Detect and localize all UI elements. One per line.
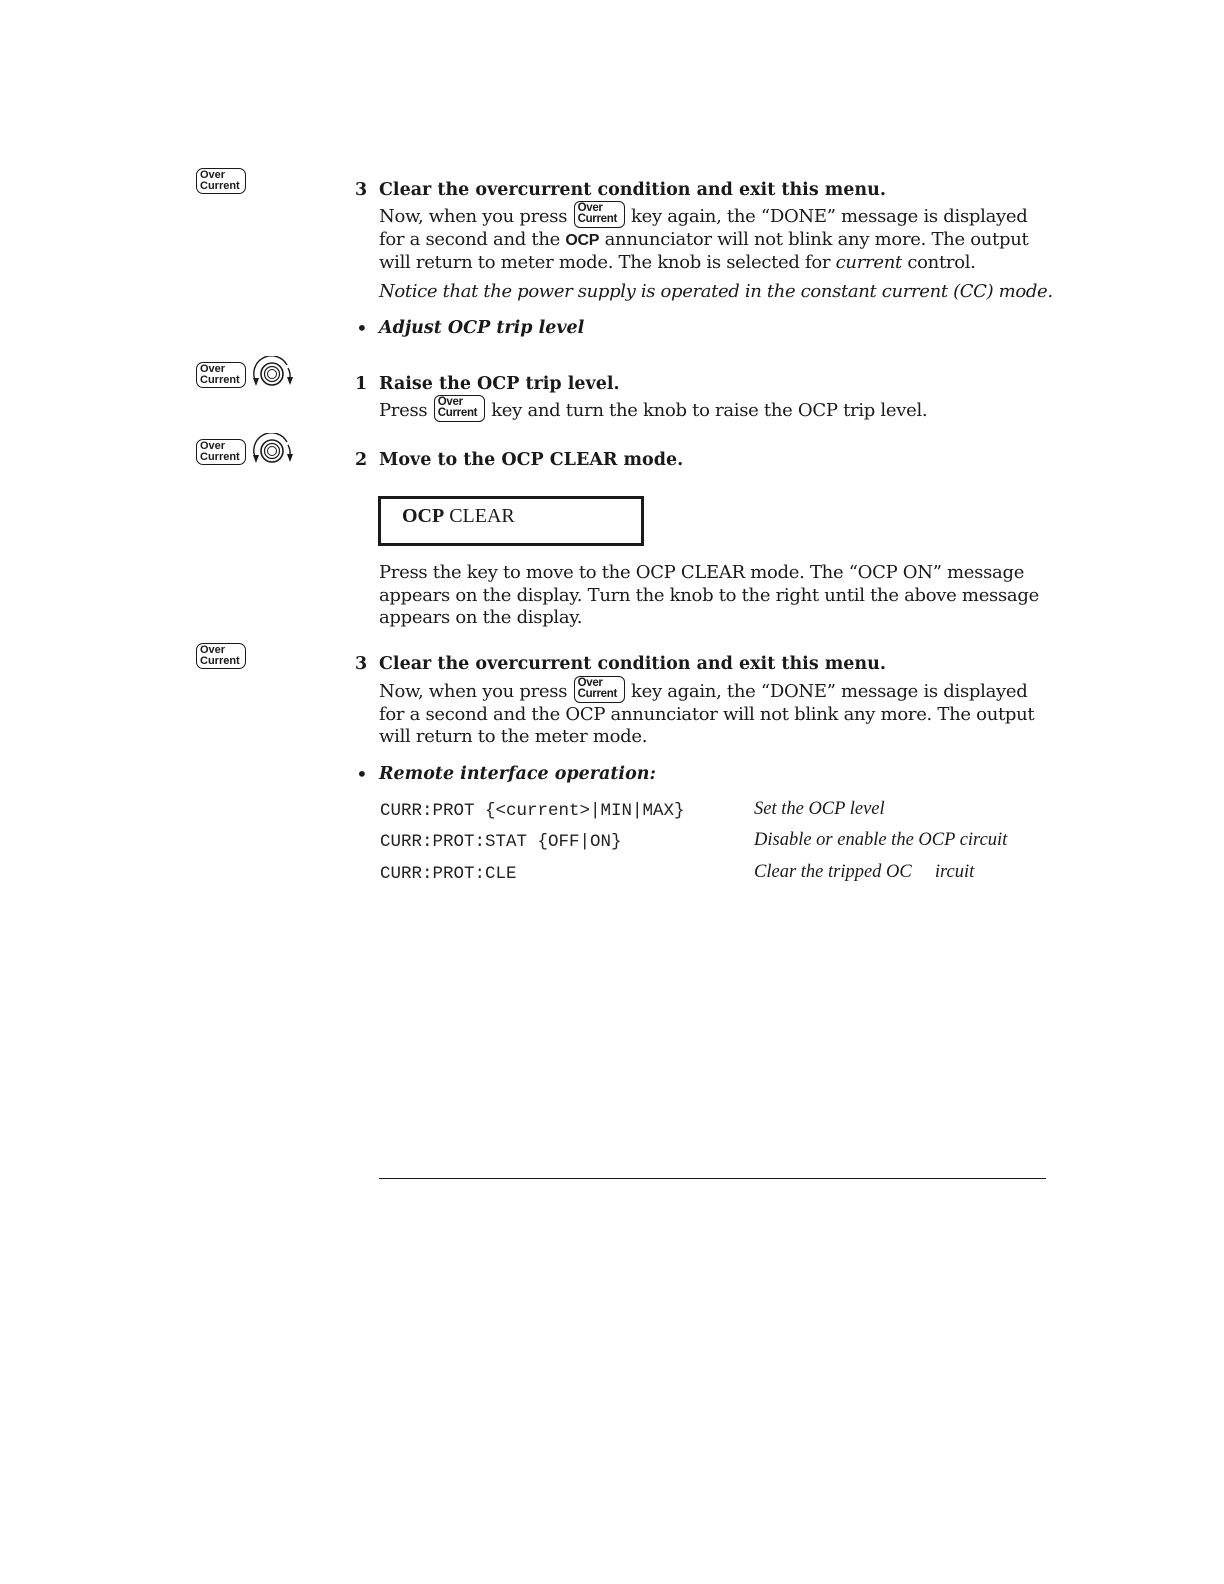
knob-icon xyxy=(251,356,295,394)
step-number: 3 xyxy=(355,654,368,674)
scpi-command: CURR:PROT:STAT {OFF|ON} xyxy=(380,832,622,852)
step-title: Move to the OCP CLEAR mode. xyxy=(379,450,684,470)
over-current-key-icon: Over Current xyxy=(196,439,246,465)
step-title: Clear the overcurrent condition and exit this menu. xyxy=(379,654,886,674)
scpi-command: CURR:PROT {<current>|MIN|MAX} xyxy=(380,801,685,821)
step-paragraph: Press Over Current key and turn the knob to raise the OCP trip level. xyxy=(379,395,928,421)
over-current-key-icon: Over Current xyxy=(574,201,625,228)
knob-icon xyxy=(251,433,295,471)
bullet-heading: Adjust OCP trip level xyxy=(379,318,585,338)
step-number: 3 xyxy=(355,180,368,200)
step-paragraph: Now, when you press Over Current key again, the “DONE” message is displayed for a second and the OCP annunciator will not blink any more. The output will return to meter mode. The knob is selected for current control. xyxy=(379,201,1029,273)
scpi-command-description: Set the OCP level xyxy=(754,799,885,819)
over-current-key-icon: Over Current xyxy=(196,362,246,388)
over-current-key-icon: Over Current xyxy=(574,676,625,703)
front-panel-display: OCP CLEAR xyxy=(378,496,644,546)
scpi-command-description: Disable or enable the OCP circuit xyxy=(754,830,1008,850)
over-current-key-icon: Over Current xyxy=(196,643,246,669)
bullet-marker: • xyxy=(356,316,368,340)
ocp-annunciator-label: OCP xyxy=(565,231,600,249)
bullet-heading: Remote interface operation: xyxy=(379,764,656,784)
scpi-command: CURR:PROT:CLE xyxy=(380,864,517,884)
step-title: Clear the overcurrent condition and exit this menu. xyxy=(379,180,886,200)
step-paragraph: Press the key to move to the OCP CLEAR mode. The “OCP ON” message appears on the display. Turn the knob to the right until the above message appears on the display. xyxy=(379,562,1039,628)
step-title: Raise the OCP trip level. xyxy=(379,374,620,394)
footer-rule xyxy=(379,1178,1046,1179)
step-number: 2 xyxy=(355,450,368,470)
bullet-marker: • xyxy=(356,762,368,786)
step-number: 1 xyxy=(355,374,368,394)
over-current-key-icon: Over Current xyxy=(434,395,485,422)
note-text: Notice that the power supply is operated in the constant current (CC) mode. xyxy=(379,281,1053,302)
step-paragraph: Now, when you press Over Current key again, the “DONE” message is displayed for a second and the OCP annunciator will not blink any more. The output will return to the meter mode. xyxy=(379,676,1035,747)
scpi-command-description: Clear the tripped OC ircuit xyxy=(754,862,975,882)
over-current-key-icon: Over Current xyxy=(196,168,246,194)
